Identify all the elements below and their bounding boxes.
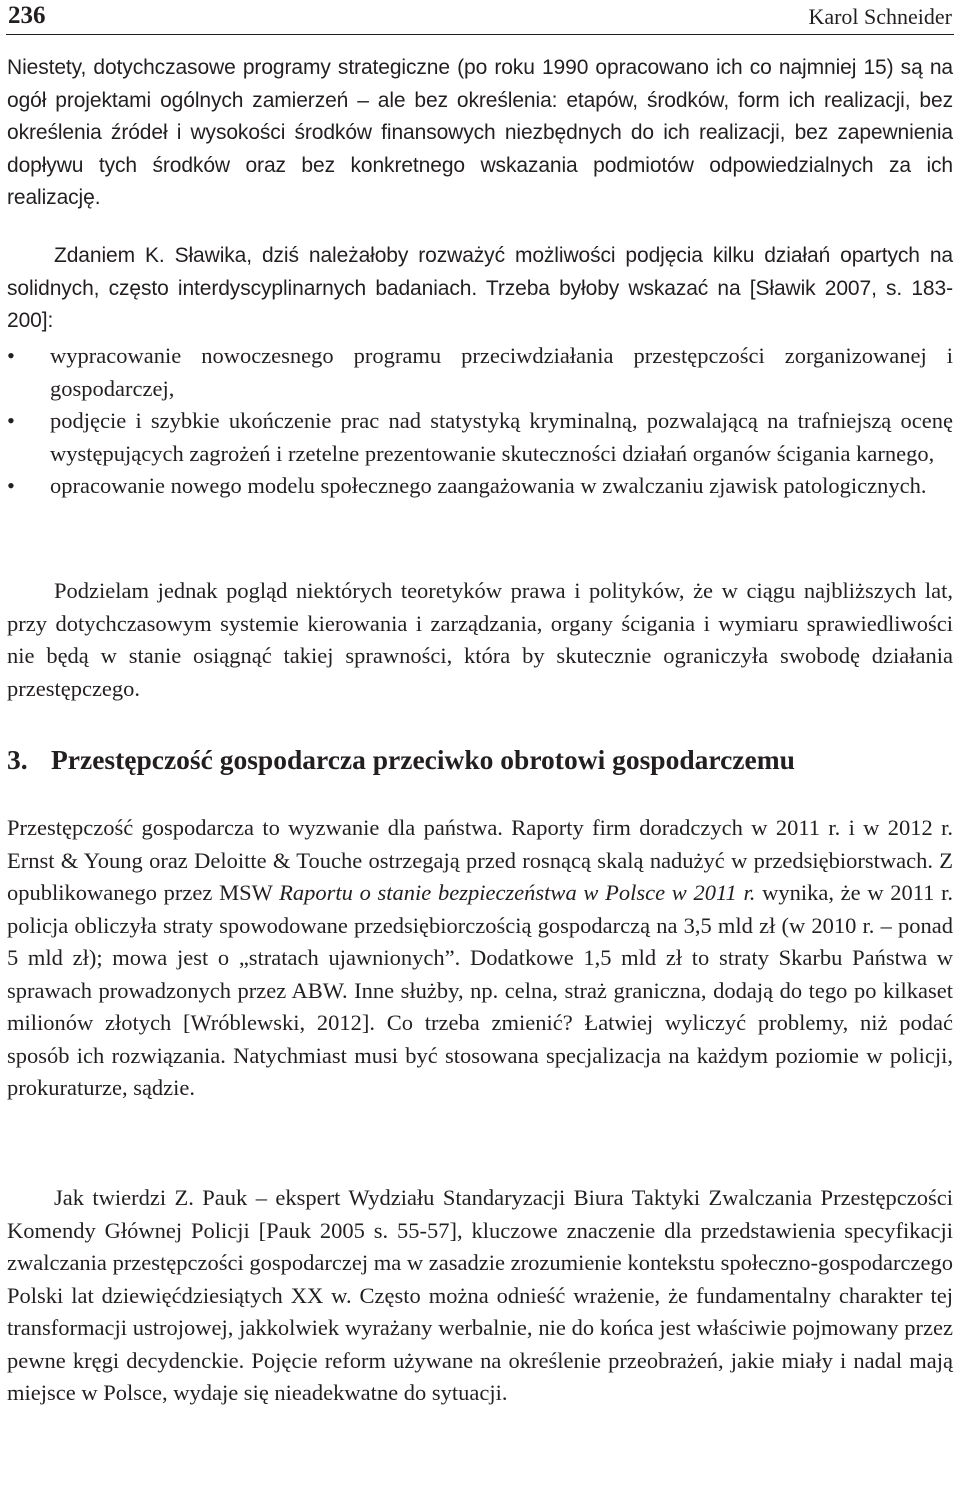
body-paragraph	[7, 812, 953, 1105]
intro-paragraph-2: Zdaniem K. Sławika, dziś należałoby rozważyć możliwości podjęcia kilku działań opartych na solidnych, często interdyscyplinarnych badaniach. Trzeba byłoby wskazać na [Sławik 2007, s. 183-200]:	[7, 244, 953, 332]
running-author: Karol Schneider	[808, 4, 952, 29]
bullet-list	[7, 340, 953, 503]
bullet-marker: •	[7, 408, 15, 433]
body-text: wynika, że w 2011 r. policja obliczyła straty spowodowane przedsiębiorczością gospodarczą na 3,5 mld zł (w 2010 r. – ponad 5 mld zł); mowa jest o „stratach ujawnionych”. Dodatkowe 1,5 mld zł to straty Skarbu Państwa w sprawach prowadzonych przez ABW. Inne służby, np. celna, straż graniczna, dodają do tego po kilkaset milionów złotych [Wróblewski, 2012]. Co trzeba zmienić? Łatwiej wyliczyć problemy, niż podać sposób ich rozwiązania. Natychmiast musi być stosowana specjalizacja na każdym poziomie w policji, prokuraturze, sądzie.	[7, 880, 954, 1100]
bullet-marker: •	[7, 473, 15, 498]
list-item	[7, 470, 953, 503]
body-text: Przestępczość gospodarcza to wyzwanie dla państwa. Raporty firm doradczych w 2011 r. i w 2012 r. Ernst & Young oraz Deloitte & Touche ostrzegają przed rosnącą skalą nadużyć w przedsiębiorstwach. Z opublikowanego przez MSW	[7, 815, 953, 905]
section-title: Przestępczość gospodarcza przeciwko obrotowi gospodarczemu	[51, 744, 795, 775]
closing-paragraph: Podzielam jednak pogląd niektórych teoretyków prawa i polityków, że w ciągu najbliższych lat, przy dotychczasowym systemie kierowania i zarządzania, organy ścigania i wymiaru sprawiedliwości nie będą w stanie osiągnąć takiej sprawności, która by skutecznie ograniczyła swobodę działania przestępczego.	[7, 578, 953, 701]
bullet-marker: •	[7, 343, 15, 368]
list-item	[7, 405, 953, 470]
running-header	[6, 0, 954, 35]
list-item-text: opracowanie nowego modelu społecznego zaangażowania w zwalczaniu zjawisk patologicznych.	[50, 473, 927, 498]
list-item-text: podjęcie i szybkie ukończenie prac nad statystyką kryminalną, pozwalającą na trafniejszą ocenę występujących zagrożeń i rzetelne prezentowanie skuteczności działań organów ścigania karnego,	[50, 408, 953, 466]
intro-paragraph: Niestety, dotychczasowe programy strategiczne (po roku 1990 opracowano ich co najmniej 15) są na ogół projektami ogólnych zamierzeń – ale bez określenia: etapów, środków, form ich realizacji, bez określenia źródeł i wysokości środków finansowych niezbędnych do ich realizacji, bez zapewnienia dopływu tych środków oraz bez konkretnego wskazania podmiotów odpowiedzialnych za ich realizację.	[7, 56, 953, 209]
report-title-italic: Raportu o stanie bezpieczeństwa w Polsce w 2011 r.	[279, 880, 756, 905]
section-number: 3.	[7, 744, 28, 775]
list-item	[7, 340, 953, 405]
page-number: 236	[8, 2, 46, 29]
section-heading	[7, 742, 953, 778]
body-paragraph-2: Jak twierdzi Z. Pauk – ekspert Wydziału Standaryzacji Biura Taktyki Zwalczania Przestępczości Komendy Głównej Policji [Pauk 2005 s. 55-57], kluczowe znaczenie dla przedstawienia specyfikacji zwalczania przestępczości gospodarczej ma w zasadzie zrozumienie kontekstu społeczno-gospodarczego Polski lat dziewięćdziesiątych XX w. Często można odnieść wrażenie, że fundamentalny charakter tej transformacji ustrojowej, jakkolwiek wyrażany werbalnie, nie do końca jest właściwie pojmowany przez pewne kręgi decydenckie. Pojęcie reform używane na określenie przeobrażeń, jakie miały i nadal mają miejsce w Polsce, wydaje się nieadekwatne do sytuacji.	[7, 1185, 953, 1405]
list-item-text: wypracowanie nowoczesnego programu przeciwdziałania przestępczości zorganizowanej i gospodarczej,	[50, 343, 953, 401]
